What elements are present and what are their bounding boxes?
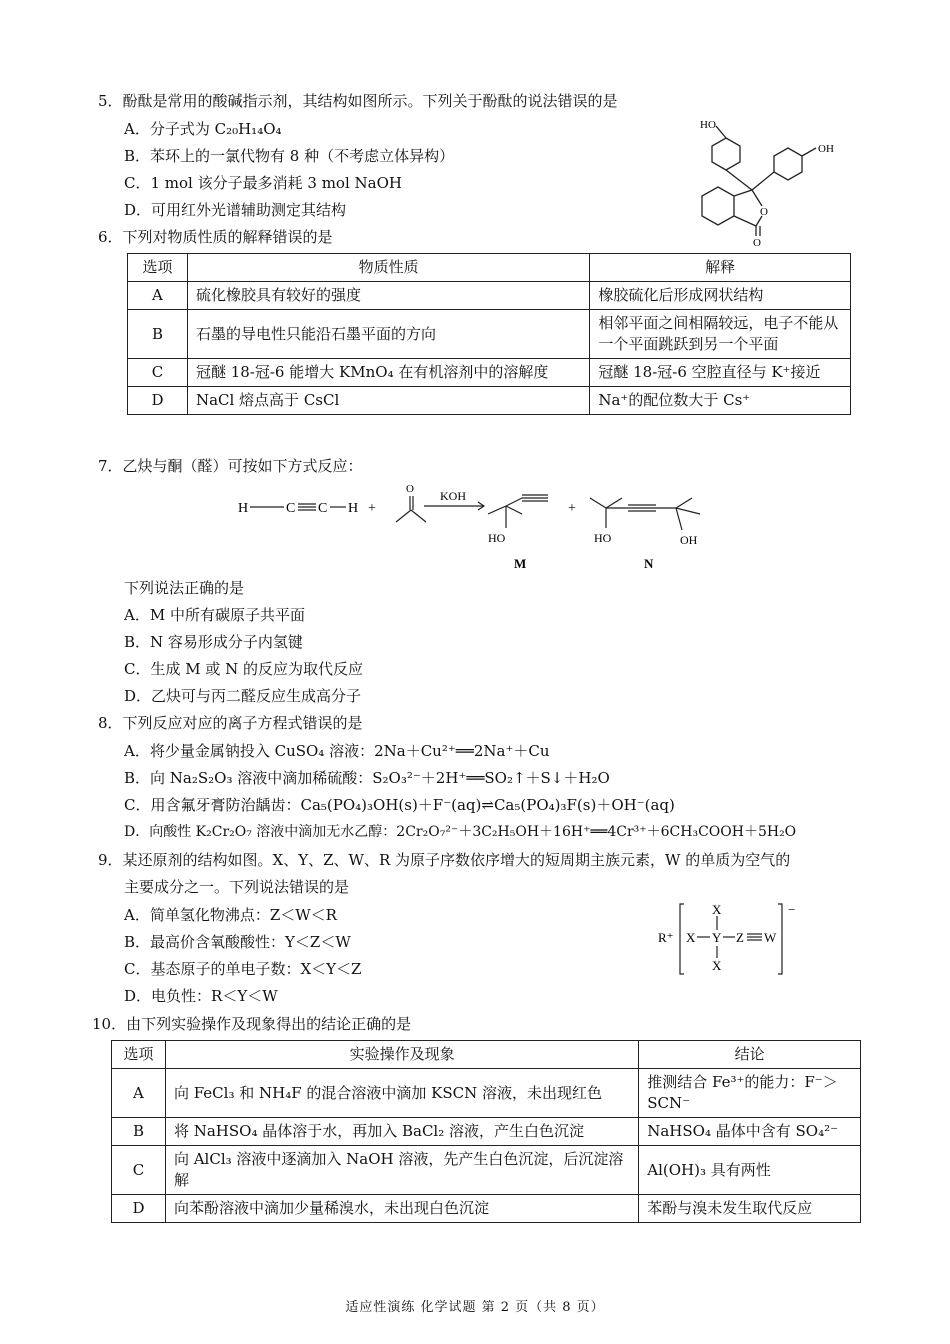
q7-label-n: N <box>644 556 654 571</box>
q5-ho-label: HO <box>700 119 716 131</box>
q7-n-oh: OH <box>680 533 698 547</box>
q9-x-left: X <box>686 930 696 945</box>
table-cell: C <box>112 1146 166 1195</box>
q8-option-b: B．向 Na₂S₂O₃ 溶液中滴加稀硫酸：S₂O₃²⁻＋2H⁺══SO₂↑＋S↓＋H₂O <box>124 769 610 787</box>
table-header-cell: 结论 <box>639 1041 861 1069</box>
q8-stem: 8．下列反应对应的离子方程式错误的是 <box>98 714 363 732</box>
q9-z: Z <box>736 930 744 945</box>
q7-h-right: H <box>348 501 359 516</box>
table-row <box>128 310 851 359</box>
table-row <box>128 387 851 415</box>
table-cell: 向 FeCl₃ 和 NH₄F 的混合溶液中滴加 KSCN 溶液，未出现红色 <box>165 1069 638 1118</box>
q7-m-ho: HO <box>488 531 506 545</box>
table-header-cell: 解释 <box>590 254 851 282</box>
table-header-row <box>112 1041 861 1069</box>
q5-carbonyl-o-label: O <box>753 237 761 249</box>
table-row <box>128 359 851 387</box>
table-cell: D <box>128 387 188 415</box>
table-cell: Na⁺的配位数大于 Cs⁺ <box>590 387 851 415</box>
table-row <box>112 1195 861 1223</box>
table-cell: 向苯酚溶液中滴加少量稀溴水，未出现白色沉淀 <box>165 1195 638 1223</box>
q9-x-bottom: X <box>712 958 722 973</box>
q8-option-a: A．将少量金属钠投入 CuSO₄ 溶液：2Na＋Cu²⁺══2Na⁺＋Cu <box>124 742 550 760</box>
q9-stem-line1: 9．某还原剂的结构如图。X、Y、Z、W、R 为原子序数依序增大的短周期主族元素，W 的单质为空气的 <box>98 851 791 869</box>
q7-koh-label: KOH <box>440 489 466 503</box>
q9-stem-line2: 主要成分之一。下列说法错误的是 <box>124 878 350 896</box>
table-header-row <box>128 254 851 282</box>
q9-option-c: C．基态原子的单电子数：X＜Y＜Z <box>124 960 362 978</box>
table-cell: 橡胶硫化后形成网状结构 <box>590 282 851 310</box>
q5-ring-o-label: O <box>760 206 768 218</box>
q8-option-d: D．向酸性 K₂Cr₂O₇ 溶液中滴加无水乙醇：2Cr₂O₇²⁻＋3C₂H₅OH＋16H⁺══4Cr³⁺＋6CH₃COOH＋5H₂O <box>124 824 797 840</box>
q9-charge: − <box>788 902 796 917</box>
table-header-cell: 选项 <box>112 1041 166 1069</box>
table-cell: 苯酚与溴未发生取代反应 <box>639 1195 861 1223</box>
q9-w: W <box>764 930 777 945</box>
reductant-structure <box>656 900 806 980</box>
q9-y: Y <box>712 930 722 945</box>
q7-h-left: H <box>238 501 249 516</box>
table-header-cell: 物质性质 <box>187 254 589 282</box>
table-cell: 冠醚 18-冠-6 空腔直径与 K⁺接近 <box>590 359 851 387</box>
q7-label-m: M <box>514 556 527 571</box>
q9-x-top: X <box>712 902 722 917</box>
table-cell: NaCl 熔点高于 CsCl <box>187 387 589 415</box>
table-cell: D <box>112 1195 166 1223</box>
q7-c-left: C <box>286 501 296 516</box>
q6-table <box>127 253 851 415</box>
q5-option-d: D．可用红外光谱辅助测定其结构 <box>124 201 347 219</box>
q9-option-a: A．简单氢化物沸点：Z＜W＜R <box>124 906 337 924</box>
q7-n-ho: HO <box>594 531 612 545</box>
q9-option-b: B．最高价含氧酸酸性：Y＜Z＜W <box>124 933 351 951</box>
q5-option-c: C．1 mol 该分子最多消耗 3 mol NaOH <box>124 174 402 192</box>
table-cell: NaHSO₄ 晶体中含有 SO₄²⁻ <box>639 1118 861 1146</box>
table-cell: C <box>128 359 188 387</box>
table-cell: 硫化橡胶具有较好的强度 <box>187 282 589 310</box>
table-row <box>112 1118 861 1146</box>
q7-stem: 7．乙炔与酮（醛）可按如下方式反应： <box>98 457 363 475</box>
table-row <box>112 1069 861 1118</box>
q7-sub-stem: 下列说法正确的是 <box>124 579 245 597</box>
table-cell: A <box>128 282 188 310</box>
table-cell: Al(OH)₃ 具有两性 <box>639 1146 861 1195</box>
q5-option-a: A．分子式为 C₂₀H₁₄O₄ <box>124 120 282 138</box>
table-cell: 将 NaHSO₄ 晶体溶于水，再加入 BaCl₂ 溶液，产生白色沉淀 <box>165 1118 638 1146</box>
q5-option-b: B．苯环上的一氯代物有 8 种（不考虑立体异构） <box>124 147 455 165</box>
q7-option-a: A．M 中所有碳原子共平面 <box>124 606 305 624</box>
acetylene-reaction-scheme <box>230 480 720 572</box>
table-row <box>128 282 851 310</box>
q9-r-cation: R⁺ <box>658 930 674 945</box>
table-row <box>112 1146 861 1195</box>
table-cell: 冠醚 18-冠-6 能增大 KMnO₄ 在有机溶剂中的溶解度 <box>187 359 589 387</box>
table-cell: A <box>112 1069 166 1118</box>
table-cell: 石墨的导电性只能沿石墨平面的方向 <box>187 310 589 359</box>
q7-option-c: C．生成 M 或 N 的反应为取代反应 <box>124 660 364 678</box>
table-cell: B <box>112 1118 166 1146</box>
q7-option-d: D．乙炔可与丙二醛反应生成高分子 <box>124 687 362 705</box>
q6-stem: 6．下列对物质性质的解释错误的是 <box>98 228 333 246</box>
q9-option-d: D．电负性：R＜Y＜W <box>124 987 278 1005</box>
q10-table <box>111 1040 861 1223</box>
table-cell: 推测结合 Fe³⁺的能力：F⁻＞SCN⁻ <box>639 1069 861 1118</box>
q7-plus-1: + <box>368 501 376 516</box>
q5-oh-label: OH <box>818 143 834 155</box>
q5-stem: 5．酚酞是常用的酸碱指示剂，其结构如图所示。下列关于酚酞的说法错误的是 <box>98 92 618 110</box>
table-header-cell: 实验操作及现象 <box>165 1041 638 1069</box>
q7-option-b: B．N 容易形成分子内氢键 <box>124 633 303 651</box>
table-cell: B <box>128 310 188 359</box>
table-header-cell: 选项 <box>128 254 188 282</box>
q7-ketone-o: O <box>406 483 414 495</box>
table-cell: 相邻平面之间相隔较远，电子不能从一个平面跳跃到另一个平面 <box>590 310 851 359</box>
q10-stem: 10．由下列实验操作及现象得出的结论正确的是 <box>92 1015 412 1033</box>
q7-c-right: C <box>318 501 328 516</box>
q7-plus-2: + <box>568 501 576 516</box>
page-footer: 适应性演练 化学试题 第 2 页（共 8 页） <box>345 1300 605 1315</box>
table-cell: 向 AlCl₃ 溶液中逐滴加入 NaOH 溶液，先产生白色沉淀，后沉淀溶解 <box>165 1146 638 1195</box>
phenolphthalein-structure <box>690 112 860 252</box>
q8-option-c: C．用含氟牙膏防治龋齿：Ca₅(PO₄)₃OH(s)＋F⁻(aq)⇌Ca₅(PO₄)₃F(s)＋OH⁻(aq) <box>124 796 675 814</box>
